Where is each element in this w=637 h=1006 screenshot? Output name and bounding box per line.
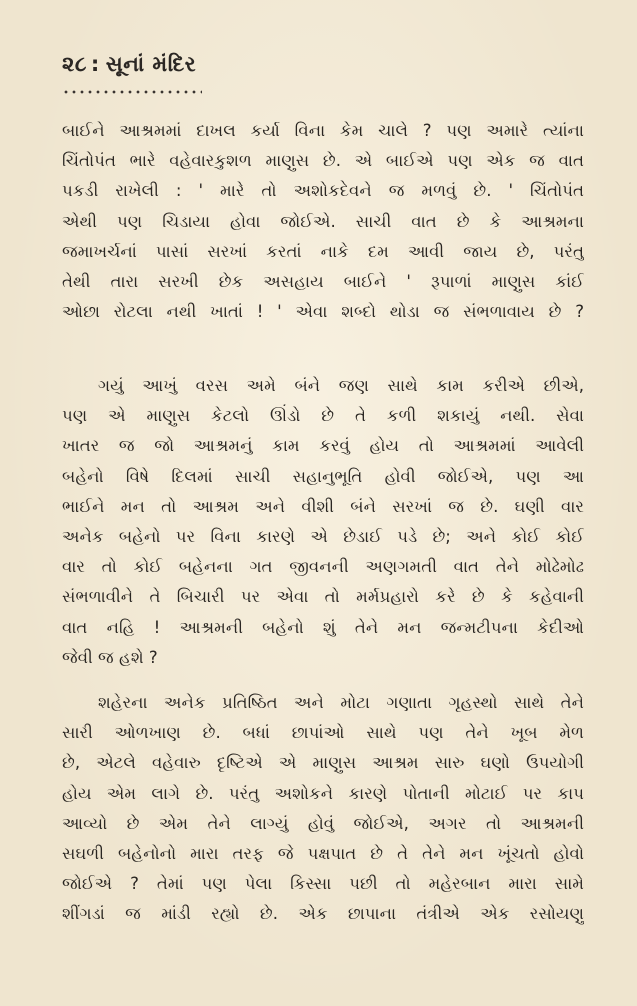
running-title: સૂનાં મંદિર <box>105 52 197 76</box>
header-separator: : <box>90 52 100 76</box>
header-dotted-rule <box>62 90 202 94</box>
text-line: આવ્યો છે એમ તેને લાગ્યું હોવું જોઈએ, અગર તો આશ્રમની <box>62 813 584 833</box>
text-line: સારી ઓળખાણ છે. બધાં છાપાંઓ સાથે પણ તેને ખૂબ મેળ <box>62 723 584 743</box>
text-line: તેથી તારા સરખી છેક અસહાય બાઈને ' રૂપાળાં માણુસ કાંઈ <box>62 271 584 291</box>
text-line: ઓછા રોટલા નથી ખાતાં ! ' એવા શબ્દો થોડા જ સંભળાવાય છે ? <box>62 302 584 322</box>
text-line: ચિંતોપંત ભારે વહેવારકુશળ માણુસ છે. એ બાઈએ પણ એક જ વાત <box>62 151 584 171</box>
text-line: સંભળાવીને તે બિચારી પર એવા તો મર્મપ્રહારો કરે છે કે કહેવાની <box>62 587 584 607</box>
text-line: છે, એટલે વહેવારુ દૃષ્ટિએ એ માણુસ આશ્રમ સારુ ઘણો ઉપયોગી <box>62 753 584 773</box>
paragraph-2 <box>62 371 584 673</box>
paragraph-1 <box>62 116 584 327</box>
text-line: વાર તો કોઈ બહેનના ગત જીવનની અણગમતી વાત તેને મોઢેમોઢ <box>62 557 584 577</box>
text-line: જોઈએ ? તેમાં પણ પેલા કિસ્સા પછી તો મહેરબાન મારા સામે <box>62 874 584 894</box>
text-line: વાત નહિ ! આશ્રમની બહેનો શું તેને મન જન્મટીપના કેદીઓ <box>62 617 584 637</box>
paragraph-3 <box>62 688 584 930</box>
text-line: એથી પણ ચિડાયા હોવા જોઈએ. સાચી વાત છે કે આશ્રમના <box>62 211 584 231</box>
page-header <box>62 52 196 77</box>
text-line: બાઈને આશ્રમમાં દાખલ કર્યા વિના કેમ ચાલે ? પણ અમારે ત્યાંના <box>62 121 584 140</box>
text-line: જેવી જ હશે ? <box>62 647 158 667</box>
text-line: ગયું આખું વરસ અમે બંને જણ સાથે કામ કરીએ છીએ, <box>98 376 584 395</box>
text-line: હોય એમ લાગે છે. પરંતુ અશોકને કારણે પોતાની મોટાઈ પર કાપ <box>62 783 584 803</box>
text-line: શીંગડાં જ માંડી રહ્યો છે. એક છાપાના તંત્રીએ એક રસોયણુ <box>62 904 584 924</box>
text-line: પકડી રાખેલી : ' મારે તો અશોકદેવને જ મળવું છે. ' ચિંતોપંત <box>62 181 584 201</box>
text-line: શહેરના અનેક પ્રતિષ્ઠિત અને મોટા ગણાતા ગૃહસ્થો સાથે તેને <box>98 693 584 712</box>
text-line: ખાતર જ જો આશ્રમનું કામ કરવું હોય તો આશ્રમમાં આવેલી <box>62 436 584 456</box>
text-line: સઘળી બહેનોનો મારા તરફ જે પક્ષપાત છે તે તેને મન ખૂંચતો હોવો <box>62 843 584 863</box>
text-line: પણ એ માણુસ કેટલો ઊંડો છે તે કળી શકાયું નથી. સેવા <box>62 406 584 426</box>
text-line: અનેક બહેનો પર વિના કારણે એ છેડાઈ પડે છે; અને કોઈ કોઈ <box>62 526 584 546</box>
page-number: ૨૮ <box>62 52 87 76</box>
text-line: ભાઈને મન તો આશ્રમ અને વીશી બંને સરખાં જ છે. ઘણી વાર <box>62 496 584 516</box>
text-line: જમાખર્ચનાં પાસાં સરખાં કરતાં નાકે દમ આવી જાય છે, પરંતુ <box>62 241 584 261</box>
text-line: બહેનો વિષે દિલમાં સાચી સહાનુભૂતિ હોવી જોઈએ, પણ આ <box>62 466 584 486</box>
